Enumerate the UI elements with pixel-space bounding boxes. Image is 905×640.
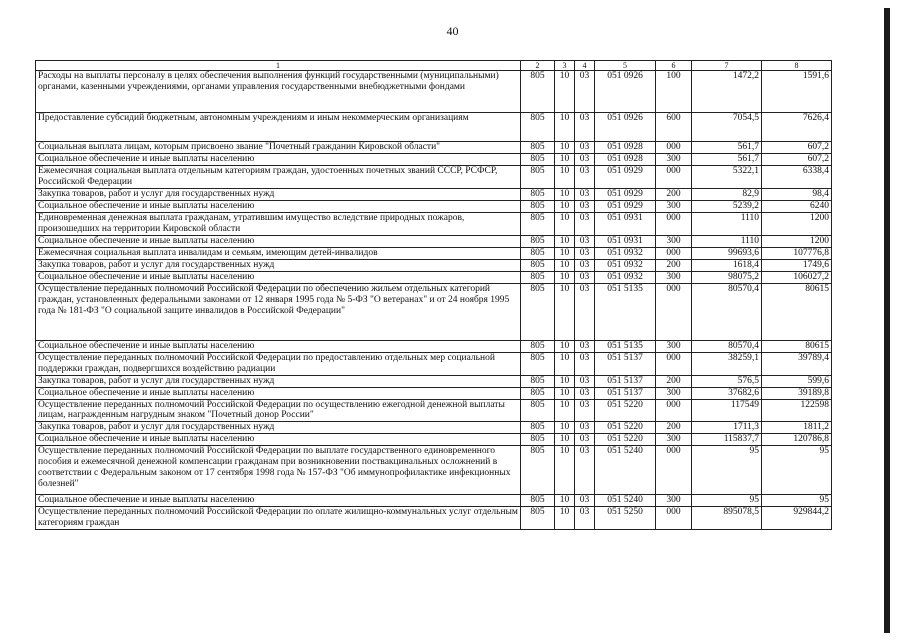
header-cell: 8 xyxy=(762,61,832,71)
row-c3-cell: 10 xyxy=(555,188,575,200)
row-c8-cell: 607,2 xyxy=(762,142,832,154)
row-c5-cell: 051 0931 xyxy=(595,212,656,235)
table-row xyxy=(36,154,832,166)
row-c6-cell: 200 xyxy=(656,188,692,200)
row-c7-cell: 37682,6 xyxy=(692,387,762,399)
row-c5-cell: 051 5220 xyxy=(595,422,656,434)
table-row xyxy=(36,113,832,142)
row-name-cell: Социальное обеспечение и иные выплаты населению xyxy=(36,387,521,399)
header-cell: 7 xyxy=(692,61,762,71)
row-c3-cell: 10 xyxy=(555,71,575,113)
table-row xyxy=(36,71,832,113)
row-name-cell: Предоставление субсидий бюджетным, автономным учреждениям и иным некоммерческим организациям xyxy=(36,113,521,142)
row-c8-cell: 39189,8 xyxy=(762,387,832,399)
row-c6-cell: 300 xyxy=(656,271,692,283)
row-name-cell: Расходы на выплаты персоналу в целях обеспечения выполнения функций государственными (муниципальными) органами, казенными учреждениями, органами управления государственными внебюджетными фондами xyxy=(36,71,521,113)
row-c2-cell: 805 xyxy=(521,352,555,375)
header-cell: 3 xyxy=(555,61,575,71)
row-c6-cell: 000 xyxy=(656,507,692,530)
header-cell: 6 xyxy=(656,61,692,71)
row-c5-cell: 051 0932 xyxy=(595,259,656,271)
row-c3-cell: 10 xyxy=(555,399,575,422)
row-name-cell: Социальное обеспечение и иные выплаты населению xyxy=(36,200,521,212)
row-c2-cell: 805 xyxy=(521,166,555,189)
row-c3-cell: 10 xyxy=(555,434,575,446)
header-row xyxy=(36,61,832,71)
budget-table xyxy=(35,60,832,530)
row-c8-cell: 599,6 xyxy=(762,375,832,387)
row-name-cell: Социальная выплата лицам, которым присвоено звание "Почетный гражданин Кировской области" xyxy=(36,142,521,154)
scan-edge-bar xyxy=(884,8,890,633)
row-c6-cell: 200 xyxy=(656,259,692,271)
table-row xyxy=(36,271,832,283)
row-c5-cell: 051 5137 xyxy=(595,375,656,387)
row-c5-cell: 051 0929 xyxy=(595,166,656,189)
row-c8-cell: 1811,2 xyxy=(762,422,832,434)
row-c5-cell: 051 5137 xyxy=(595,352,656,375)
row-c5-cell: 051 5220 xyxy=(595,434,656,446)
table-row xyxy=(36,399,832,422)
row-c6-cell: 000 xyxy=(656,399,692,422)
row-c6-cell: 200 xyxy=(656,422,692,434)
row-c7-cell: 576,5 xyxy=(692,375,762,387)
row-c2-cell: 805 xyxy=(521,434,555,446)
row-c5-cell: 051 0926 xyxy=(595,113,656,142)
row-name-cell: Социальное обеспечение и иные выплаты населению xyxy=(36,235,521,247)
row-c2-cell: 805 xyxy=(521,71,555,113)
row-name-cell: Социальное обеспечение и иные выплаты населению xyxy=(36,154,521,166)
row-c7-cell: 80570,4 xyxy=(692,283,762,340)
row-c3-cell: 10 xyxy=(555,166,575,189)
table-row xyxy=(36,352,832,375)
table-row xyxy=(36,507,832,530)
row-name-cell: Закупка товаров, работ и услуг для государственных нужд xyxy=(36,259,521,271)
row-c2-cell: 805 xyxy=(521,154,555,166)
row-c2-cell: 805 xyxy=(521,340,555,352)
row-name-cell: Осуществление переданных полномочий Российской Федерации по осуществлению ежегодной денежной выплаты лицам, награжденным нагрудным знаком "Почетный донор России" xyxy=(36,399,521,422)
row-c5-cell: 051 5250 xyxy=(595,507,656,530)
row-c6-cell: 000 xyxy=(656,247,692,259)
row-c6-cell: 600 xyxy=(656,113,692,142)
table-row xyxy=(36,188,832,200)
row-c2-cell: 805 xyxy=(521,495,555,507)
table-row xyxy=(36,283,832,340)
row-name-cell: Ежемесячная социальная выплата отдельным категориям граждан, удостоенных почетных званий СССР, РСФСР, Российской Федерации xyxy=(36,166,521,189)
row-c3-cell: 10 xyxy=(555,283,575,340)
row-c4-cell: 03 xyxy=(575,422,595,434)
row-c3-cell: 10 xyxy=(555,507,575,530)
row-c7-cell: 98075,2 xyxy=(692,271,762,283)
row-c8-cell: 7626,4 xyxy=(762,113,832,142)
row-c6-cell: 200 xyxy=(656,375,692,387)
row-c4-cell: 03 xyxy=(575,375,595,387)
row-c8-cell: 6240 xyxy=(762,200,832,212)
row-name-cell: Закупка товаров, работ и услуг для государственных нужд xyxy=(36,422,521,434)
row-c5-cell: 051 5240 xyxy=(595,446,656,495)
table-body xyxy=(36,71,832,530)
row-c2-cell: 805 xyxy=(521,113,555,142)
row-c3-cell: 10 xyxy=(555,113,575,142)
row-c4-cell: 03 xyxy=(575,399,595,422)
row-c5-cell: 051 0929 xyxy=(595,200,656,212)
row-c7-cell: 7054,5 xyxy=(692,113,762,142)
row-c8-cell: 39789,4 xyxy=(762,352,832,375)
row-c2-cell: 805 xyxy=(521,387,555,399)
table-row xyxy=(36,340,832,352)
row-name-cell: Социальное обеспечение и иные выплаты населению xyxy=(36,271,521,283)
table-row xyxy=(36,142,832,154)
row-c6-cell: 000 xyxy=(656,446,692,495)
row-c6-cell: 000 xyxy=(656,142,692,154)
row-c7-cell: 5322,1 xyxy=(692,166,762,189)
row-c6-cell: 100 xyxy=(656,71,692,113)
row-c5-cell: 051 5220 xyxy=(595,399,656,422)
row-c8-cell: 106027,2 xyxy=(762,271,832,283)
row-c8-cell: 80615 xyxy=(762,340,832,352)
row-c8-cell: 107776,8 xyxy=(762,247,832,259)
row-c2-cell: 805 xyxy=(521,507,555,530)
table-row xyxy=(36,375,832,387)
row-name-cell: Осуществление переданных полномочий Российской Федерации по обеспечению жильем отдельных категорий граждан, установленных федеральными законами от 12 января 1995 года № 5-ФЗ "О ветеранах" и от 24 ноября 1995 года № 181-ФЗ "О социальной защите инвалидов в Российской Федерации" xyxy=(36,283,521,340)
row-c2-cell: 805 xyxy=(521,259,555,271)
row-c2-cell: 805 xyxy=(521,283,555,340)
row-c3-cell: 10 xyxy=(555,495,575,507)
row-name-cell: Ежемесячная социальная выплата инвалидам и семьям, имеющим детей-инвалидов xyxy=(36,247,521,259)
row-c3-cell: 10 xyxy=(555,200,575,212)
row-c7-cell: 1110 xyxy=(692,212,762,235)
row-c4-cell: 03 xyxy=(575,495,595,507)
row-c6-cell: 300 xyxy=(656,434,692,446)
row-c3-cell: 10 xyxy=(555,154,575,166)
row-c4-cell: 03 xyxy=(575,271,595,283)
row-c8-cell: 98,4 xyxy=(762,188,832,200)
row-c3-cell: 10 xyxy=(555,340,575,352)
row-c8-cell: 122598 xyxy=(762,399,832,422)
row-c8-cell: 1200 xyxy=(762,235,832,247)
row-c6-cell: 300 xyxy=(656,200,692,212)
row-c2-cell: 805 xyxy=(521,446,555,495)
row-c5-cell: 051 0926 xyxy=(595,71,656,113)
row-name-cell: Осуществление переданных полномочий Российской Федерации по выплате государственного единовременного пособия и ежемесячной денежной компенсации гражданам при возникновении поствакцинальных осложнений в соответствии с Федеральным законом от 17 сентября 1998 года № 157-ФЗ "Об иммунопрофилактике инфекционных болезней" xyxy=(36,446,521,495)
row-c6-cell: 300 xyxy=(656,340,692,352)
row-c4-cell: 03 xyxy=(575,212,595,235)
row-c3-cell: 10 xyxy=(555,422,575,434)
row-c3-cell: 10 xyxy=(555,259,575,271)
row-c7-cell: 895078,5 xyxy=(692,507,762,530)
row-c7-cell: 561,7 xyxy=(692,154,762,166)
row-c4-cell: 03 xyxy=(575,446,595,495)
row-c7-cell: 80570,4 xyxy=(692,340,762,352)
row-c3-cell: 10 xyxy=(555,247,575,259)
row-c7-cell: 5239,2 xyxy=(692,200,762,212)
row-c4-cell: 03 xyxy=(575,507,595,530)
row-c2-cell: 805 xyxy=(521,142,555,154)
row-c4-cell: 03 xyxy=(575,113,595,142)
row-c4-cell: 03 xyxy=(575,200,595,212)
row-c2-cell: 805 xyxy=(521,399,555,422)
row-c5-cell: 051 0928 xyxy=(595,154,656,166)
header-cell: 5 xyxy=(595,61,656,71)
row-c3-cell: 10 xyxy=(555,352,575,375)
row-c7-cell: 1711,3 xyxy=(692,422,762,434)
row-c2-cell: 805 xyxy=(521,235,555,247)
row-c4-cell: 03 xyxy=(575,340,595,352)
row-c5-cell: 051 0932 xyxy=(595,247,656,259)
row-c2-cell: 805 xyxy=(521,188,555,200)
table-row xyxy=(36,235,832,247)
row-c4-cell: 03 xyxy=(575,166,595,189)
row-c6-cell: 300 xyxy=(656,387,692,399)
row-c7-cell: 117549 xyxy=(692,399,762,422)
row-c7-cell: 115837,7 xyxy=(692,434,762,446)
row-c8-cell: 1749,6 xyxy=(762,259,832,271)
table-row xyxy=(36,387,832,399)
row-c7-cell: 38259,1 xyxy=(692,352,762,375)
row-c5-cell: 051 0932 xyxy=(595,271,656,283)
row-c8-cell: 1200 xyxy=(762,212,832,235)
row-name-cell: Закупка товаров, работ и услуг для государственных нужд xyxy=(36,375,521,387)
row-name-cell: Социальное обеспечение и иные выплаты населению xyxy=(36,434,521,446)
row-name-cell: Осуществление переданных полномочий Российской Федерации по оплате жилищно-коммунальных услуг отдельным категориям граждан xyxy=(36,507,521,530)
row-c8-cell: 1591,6 xyxy=(762,71,832,113)
row-c6-cell: 000 xyxy=(656,212,692,235)
table-row xyxy=(36,247,832,259)
table-row xyxy=(36,422,832,434)
row-c3-cell: 10 xyxy=(555,375,575,387)
row-c2-cell: 805 xyxy=(521,271,555,283)
row-c4-cell: 03 xyxy=(575,247,595,259)
row-c8-cell: 95 xyxy=(762,446,832,495)
table-row xyxy=(36,434,832,446)
row-c4-cell: 03 xyxy=(575,188,595,200)
row-name-cell: Социальное обеспечение и иные выплаты населению xyxy=(36,340,521,352)
row-name-cell: Социальное обеспечение и иные выплаты населению xyxy=(36,495,521,507)
header-cell: 4 xyxy=(575,61,595,71)
row-name-cell: Закупка товаров, работ и услуг для государственных нужд xyxy=(36,188,521,200)
row-c3-cell: 10 xyxy=(555,235,575,247)
row-c6-cell: 000 xyxy=(656,283,692,340)
row-c3-cell: 10 xyxy=(555,142,575,154)
row-c8-cell: 95 xyxy=(762,495,832,507)
header-cell: 2 xyxy=(521,61,555,71)
row-c4-cell: 03 xyxy=(575,387,595,399)
row-c2-cell: 805 xyxy=(521,200,555,212)
table-row xyxy=(36,200,832,212)
row-c2-cell: 805 xyxy=(521,422,555,434)
row-c6-cell: 000 xyxy=(656,166,692,189)
row-c2-cell: 805 xyxy=(521,212,555,235)
row-c7-cell: 561,7 xyxy=(692,142,762,154)
row-c2-cell: 805 xyxy=(521,247,555,259)
table-row xyxy=(36,495,832,507)
row-c7-cell: 1618,4 xyxy=(692,259,762,271)
row-name-cell: Осуществление переданных полномочий Российской Федерации по предоставлению отдельных мер социальной поддержки граждан, подвергшихся воздействию радиации xyxy=(36,352,521,375)
row-c7-cell: 1472,2 xyxy=(692,71,762,113)
row-c8-cell: 120786,8 xyxy=(762,434,832,446)
row-c6-cell: 300 xyxy=(656,495,692,507)
row-c7-cell: 82,9 xyxy=(692,188,762,200)
row-c8-cell: 80615 xyxy=(762,283,832,340)
row-c5-cell: 051 0928 xyxy=(595,142,656,154)
table-row xyxy=(36,259,832,271)
page-number: 40 xyxy=(446,24,459,38)
table-row xyxy=(36,212,832,235)
row-c7-cell: 1110 xyxy=(692,235,762,247)
row-c7-cell: 95 xyxy=(692,495,762,507)
header-cell: 1 xyxy=(36,61,521,71)
row-c2-cell: 805 xyxy=(521,375,555,387)
row-c6-cell: 000 xyxy=(656,352,692,375)
row-c6-cell: 300 xyxy=(656,235,692,247)
row-c8-cell: 929844,2 xyxy=(762,507,832,530)
row-c6-cell: 300 xyxy=(656,154,692,166)
row-c5-cell: 051 0929 xyxy=(595,188,656,200)
table-row xyxy=(36,166,832,189)
row-c5-cell: 051 5135 xyxy=(595,283,656,340)
row-c5-cell: 051 5240 xyxy=(595,495,656,507)
row-c4-cell: 03 xyxy=(575,283,595,340)
row-c8-cell: 607,2 xyxy=(762,154,832,166)
row-c8-cell: 6338,4 xyxy=(762,166,832,189)
row-c5-cell: 051 0931 xyxy=(595,235,656,247)
row-c4-cell: 03 xyxy=(575,142,595,154)
row-c5-cell: 051 5137 xyxy=(595,387,656,399)
row-c7-cell: 99693,6 xyxy=(692,247,762,259)
row-c3-cell: 10 xyxy=(555,212,575,235)
row-c4-cell: 03 xyxy=(575,71,595,113)
row-c3-cell: 10 xyxy=(555,271,575,283)
row-c4-cell: 03 xyxy=(575,154,595,166)
row-c7-cell: 95 xyxy=(692,446,762,495)
table-row xyxy=(36,446,832,495)
row-name-cell: Единовременная денежная выплата гражданам, утратившим имущество вследствие природных пожаров, произошедших на территории Кировской области xyxy=(36,212,521,235)
row-c4-cell: 03 xyxy=(575,235,595,247)
row-c3-cell: 10 xyxy=(555,446,575,495)
row-c3-cell: 10 xyxy=(555,387,575,399)
row-c4-cell: 03 xyxy=(575,352,595,375)
row-c4-cell: 03 xyxy=(575,259,595,271)
row-c4-cell: 03 xyxy=(575,434,595,446)
row-c5-cell: 051 5135 xyxy=(595,340,656,352)
